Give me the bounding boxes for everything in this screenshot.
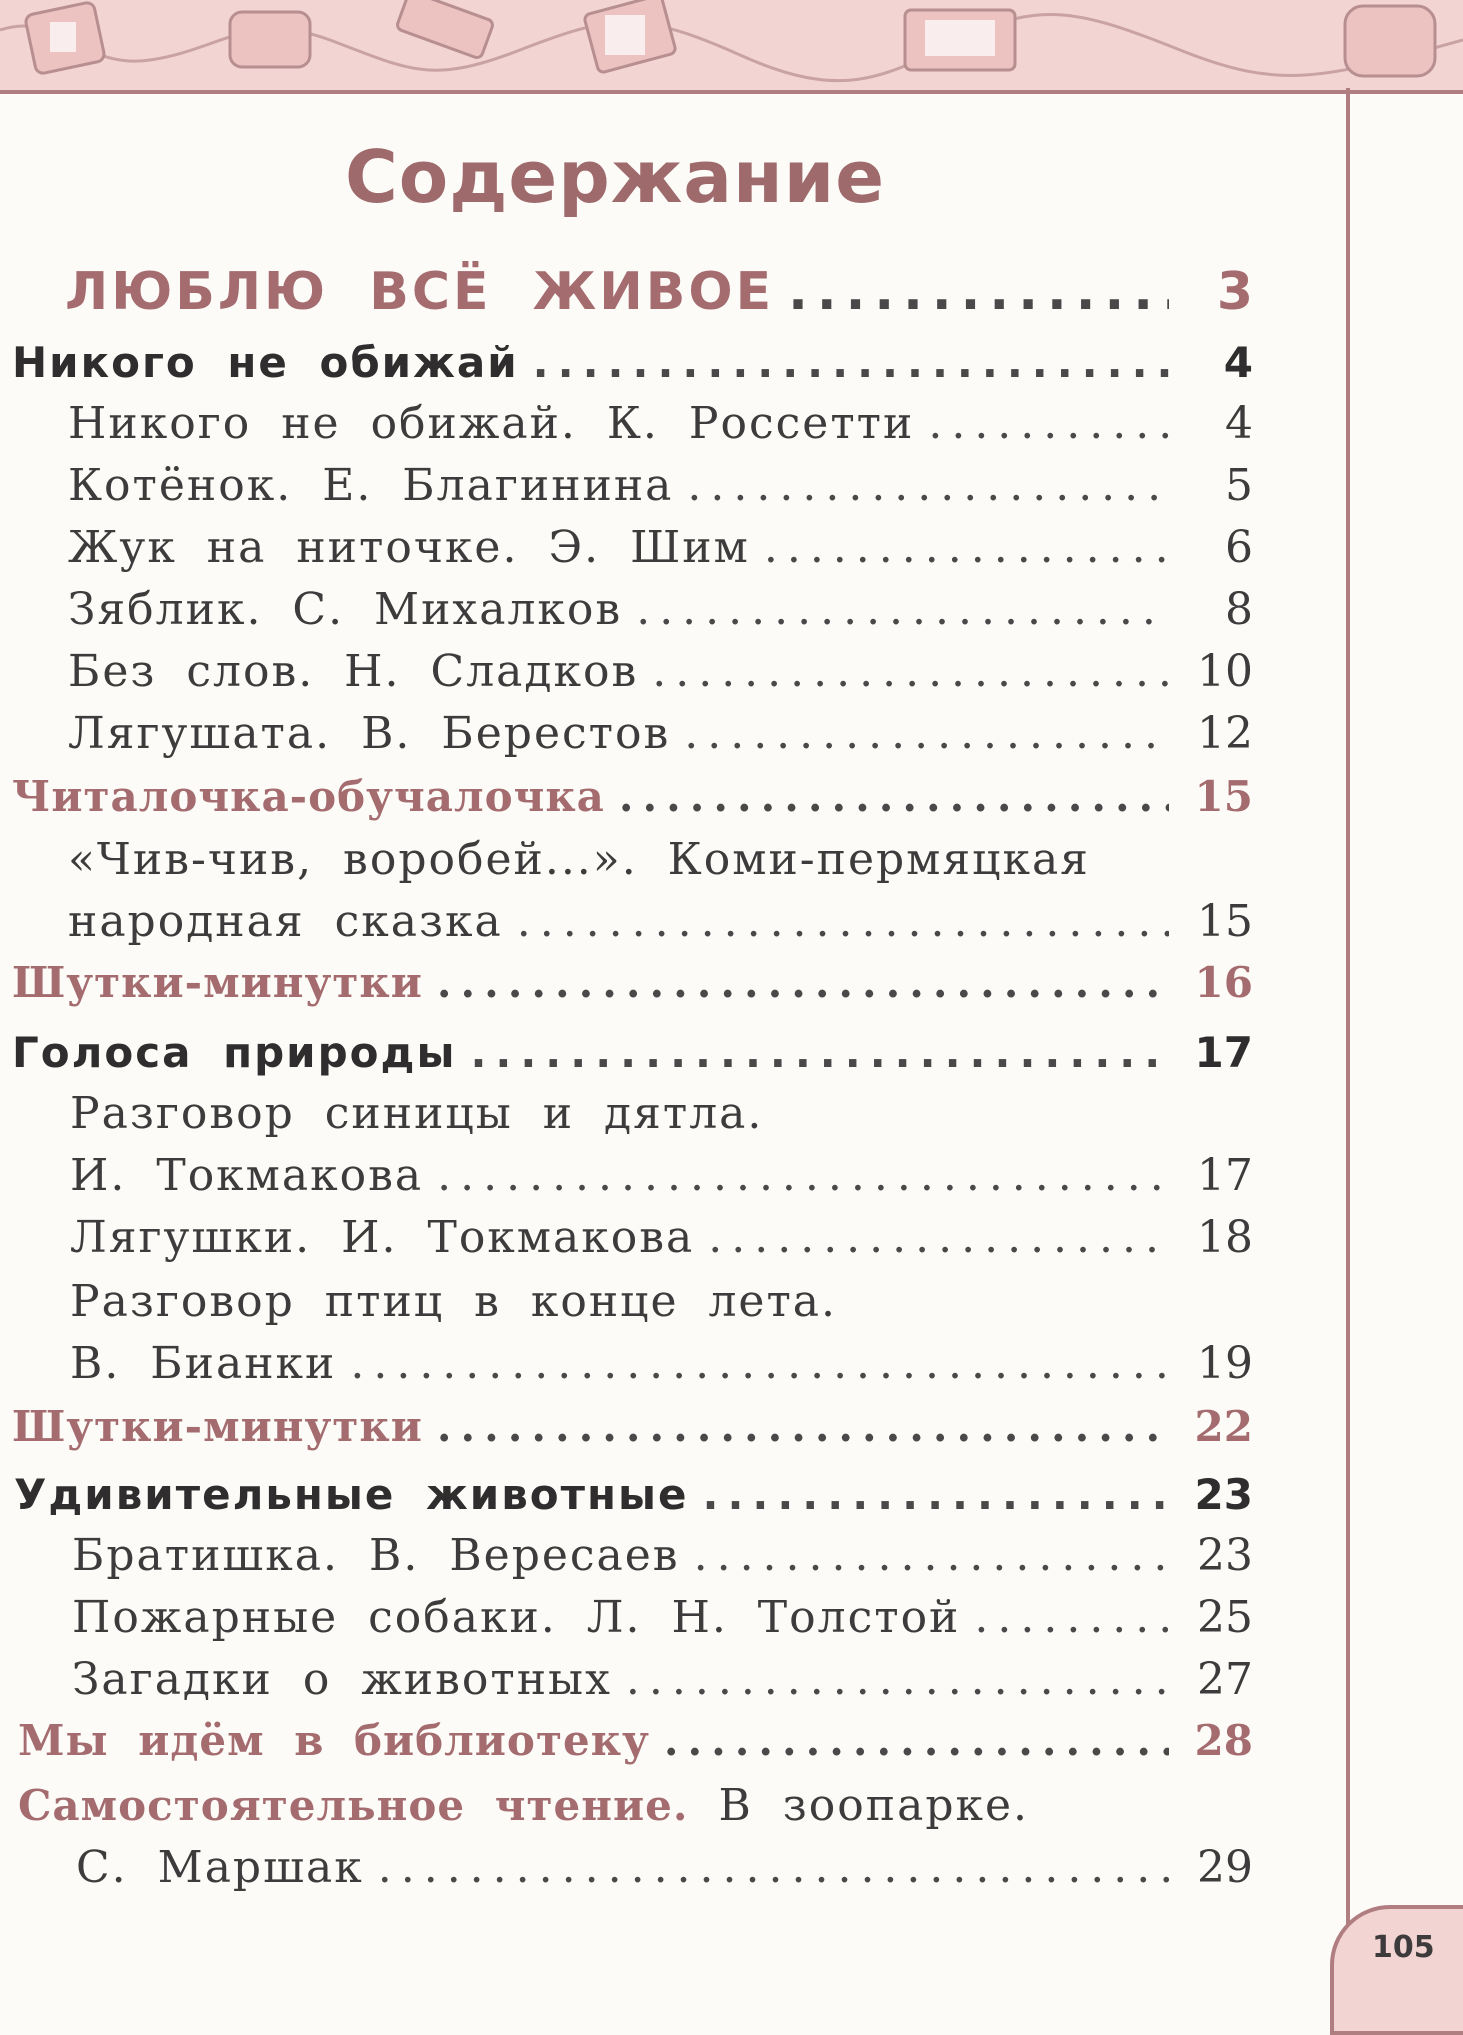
toc-entry-label: Голоса природы bbox=[12, 1028, 457, 1077]
page-number: 105 bbox=[1372, 1930, 1435, 1965]
toc-entry-label: В зоопарке. bbox=[718, 1780, 1030, 1831]
toc-dot-leader bbox=[636, 584, 1169, 635]
toc-entry-page: 27 bbox=[1197, 1654, 1253, 1705]
toc-section bbox=[65, 262, 1253, 322]
toc-entry-label: Шутки-минутки bbox=[12, 958, 423, 1007]
toc-dot-leader bbox=[437, 1402, 1169, 1451]
toc-entry-page: 23 bbox=[1197, 1530, 1253, 1581]
toc-dot-leader bbox=[694, 1530, 1169, 1581]
toc-item bbox=[70, 1150, 1253, 1201]
toc-chapter bbox=[12, 1028, 1253, 1077]
page-title: Содержание bbox=[344, 135, 886, 219]
toc-item bbox=[68, 460, 1253, 511]
toc-entry-page: 25 bbox=[1197, 1592, 1253, 1643]
toc-entry-page: 28 bbox=[1194, 1716, 1253, 1765]
toc-item bbox=[72, 1654, 1253, 1705]
toc-dot-leader bbox=[437, 958, 1169, 1007]
toc-entry-label: Лягушата. В. Берестов bbox=[68, 708, 671, 759]
toc-entry-page: 10 bbox=[1197, 646, 1253, 697]
toc-accent-entry bbox=[18, 1716, 1253, 1765]
toc-dot-leader bbox=[470, 1028, 1169, 1077]
toc-item-first-line bbox=[18, 1780, 1029, 1831]
toc-item-first-line: Разговор птиц в конце лета. bbox=[70, 1276, 838, 1327]
page-number-tab bbox=[1330, 1905, 1463, 2035]
toc-entry-label: Никого не обижай bbox=[12, 338, 519, 387]
toc-entry-label: Без слов. Н. Сладков bbox=[68, 646, 639, 697]
toc-item bbox=[68, 896, 1253, 947]
toc-dot-leader bbox=[702, 1470, 1169, 1519]
toc-entry-page: 15 bbox=[1197, 896, 1253, 947]
toc-entry-label: Шутки-минутки bbox=[12, 1402, 423, 1451]
toc-dot-leader bbox=[687, 460, 1169, 511]
toc-entry-label: Мы идём в библиотеку bbox=[18, 1716, 650, 1765]
toc-entry-label: В. Бианки bbox=[70, 1338, 337, 1389]
toc-accent-part: Самостоятельное чтение. bbox=[18, 1781, 689, 1830]
toc-dot-leader bbox=[378, 1842, 1169, 1893]
toc-item bbox=[72, 1592, 1253, 1643]
toc-entry-page: 29 bbox=[1197, 1842, 1253, 1893]
toc-entry-label: Пожарные собаки. Л. Н. Толстой bbox=[72, 1592, 961, 1643]
toc-chapter bbox=[14, 1470, 1253, 1519]
toc-item bbox=[68, 708, 1253, 759]
toc-accent-entry bbox=[12, 1402, 1253, 1451]
toc-accent-entry bbox=[12, 772, 1253, 821]
toc-dot-leader bbox=[619, 772, 1169, 821]
toc-item-first-line: Разговор синицы и дятла. bbox=[70, 1088, 764, 1139]
toc-item bbox=[68, 584, 1253, 635]
toc-dot-leader bbox=[517, 896, 1169, 947]
toc-item bbox=[70, 1338, 1253, 1389]
toc-entry-page: 4 bbox=[1225, 398, 1253, 449]
toc-entry-label: С. Маршак bbox=[76, 1842, 364, 1893]
toc-entry-page: 4 bbox=[1223, 338, 1253, 387]
toc-dot-leader bbox=[764, 522, 1169, 573]
toc-entry-label: ЛЮБЛЮ ВСЁ ЖИВОЕ bbox=[65, 262, 775, 322]
toc-item bbox=[68, 646, 1253, 697]
toc-entry-label: И. Токмакова bbox=[70, 1150, 424, 1201]
toc-entry-page: 5 bbox=[1225, 460, 1253, 511]
toc-entry-page: 15 bbox=[1194, 772, 1253, 821]
toc-dot-leader bbox=[684, 708, 1169, 759]
toc-item bbox=[70, 1212, 1253, 1263]
toc-dot-leader bbox=[437, 1150, 1169, 1201]
toc-entry-label: Зяблик. С. Михалков bbox=[68, 584, 623, 635]
toc-entry-page: 16 bbox=[1194, 958, 1253, 1007]
toc-entry-page: 3 bbox=[1216, 262, 1253, 322]
decorative-ornament-icon bbox=[0, 0, 1463, 90]
toc-entry-label: Удивительные животные bbox=[14, 1470, 689, 1519]
toc-dot-leader bbox=[788, 262, 1169, 322]
toc-entry-label: Жук на ниточке. Э. Шим bbox=[68, 522, 750, 573]
toc-entry-page: 23 bbox=[1194, 1470, 1253, 1519]
decorative-header-band bbox=[0, 0, 1463, 94]
toc-item bbox=[68, 522, 1253, 573]
toc-dot-leader bbox=[974, 1592, 1169, 1643]
toc-entry-page: 8 bbox=[1225, 584, 1253, 635]
toc-entry-label: народная сказка bbox=[68, 896, 503, 947]
toc-dot-leader bbox=[652, 646, 1169, 697]
toc-entry-label: Никого не обижай. К. Россетти bbox=[68, 398, 915, 449]
toc-entry-page: 12 bbox=[1197, 708, 1253, 759]
toc-item bbox=[76, 1842, 1253, 1893]
toc-entry-label: Котёнок. Е. Благинина bbox=[68, 460, 674, 511]
toc-entry-label: Загадки о животных bbox=[72, 1654, 612, 1705]
toc-entry-page: 6 bbox=[1225, 522, 1253, 573]
toc-entry-page: 17 bbox=[1194, 1028, 1253, 1077]
toc-entry-label: Братишка. В. Вересаев bbox=[72, 1530, 680, 1581]
toc-accent-entry bbox=[12, 958, 1253, 1007]
toc-dot-leader bbox=[664, 1716, 1169, 1765]
toc-item-first-line: «Чив-чив, воробей...». Коми-пермяцкая bbox=[68, 834, 1090, 885]
toc-entry-page: 18 bbox=[1197, 1212, 1253, 1263]
toc-item bbox=[72, 1530, 1253, 1581]
toc-dot-leader bbox=[533, 338, 1169, 387]
toc-entry-page: 22 bbox=[1194, 1402, 1253, 1451]
toc-dot-leader bbox=[708, 1212, 1169, 1263]
toc-entry-label: Лягушки. И. Токмакова bbox=[70, 1212, 695, 1263]
toc-entry-page: 19 bbox=[1197, 1338, 1253, 1389]
toc-chapter bbox=[12, 338, 1253, 387]
toc-item bbox=[68, 398, 1253, 449]
toc-entry-label: Читалочка-обучалочка bbox=[12, 772, 605, 821]
toc-dot-leader bbox=[626, 1654, 1169, 1705]
toc-entry-page: 17 bbox=[1197, 1150, 1253, 1201]
toc-dot-leader bbox=[350, 1338, 1169, 1389]
toc-dot-leader bbox=[928, 398, 1169, 449]
right-margin-rule bbox=[1346, 88, 1350, 2018]
